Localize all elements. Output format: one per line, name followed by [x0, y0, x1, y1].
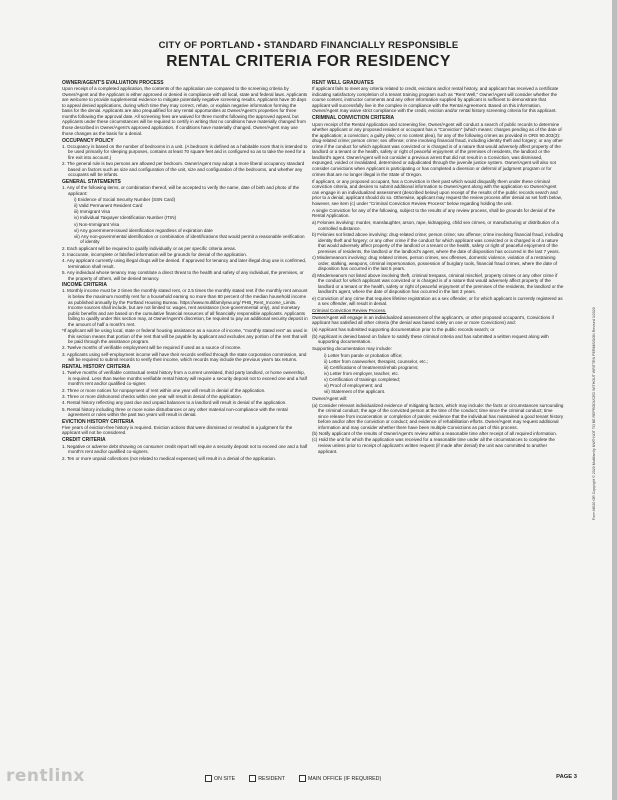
- id-item: iv) Individual Taxpayer Identification Number (ITIN): [74, 215, 177, 221]
- option-resident[interactable]: [249, 775, 285, 782]
- criminal-item: d) Misdemeanors not listed above involving theft, criminal trespass, criminal mischief, property crimes or any other crime if the conduct for which applicant was convicted or is charged is of a nature that would adversely affect property of the landlord or a tenant or the health, safety or right of peaceful enjoyment of the premises of the residents, the landlord or the landlord's agent, where the date of disposition has occurred in the last 3 years.: [312, 272, 564, 295]
- distribution-options: [205, 775, 381, 782]
- page-footer: [0, 773, 617, 785]
- page-title: RENTAL CRITERIA FOR RESIDENCY: [166, 53, 451, 70]
- general-item: 2. Each applicant will be required to qualify individually or as per specific criteria areas.: [62, 245, 237, 251]
- section-title-criminal: CRIMINAL CONVICTION CRITERIA: [312, 115, 395, 122]
- option-on-site[interactable]: [205, 775, 235, 782]
- option-label: ON SITE: [214, 775, 236, 782]
- id-item: vii) Any non-governmental identification or combination of identifications that would permit a reasonable verification of identity: [74, 233, 305, 245]
- id-item: i) Evidence of Social Security Number (SSN Card): [74, 197, 176, 202]
- credit-item: 2. Ten or more unpaid collections (not related to medical expenses) will result in a denial of the application.: [62, 455, 276, 461]
- owner-text: Upon receipt of a completed application, the contents of the application are compared to the screening criteria by Owner/Agent and the Applicant is either approved or denied in compliance with all local, state and federal laws. Applicants are welcome to provide supplemental evidence to mitigate potentially negative screening results. Applicants have 30 days to appeal denied applications, during which time they may correct, refute, or explain negative information forming the basis for the denial. Applicants are also prequalified for any rental opportunities at Owner/Agent's properties for three months following the approval date. All screening fees are waived for three months following the approved appeal, but Applicants under these circumstances will be required to certify in writing that no conditions have materially changed from those described in Owner/Agent's approved application. If conditions have materially changed, Owner/Agent may use those changes as the basis for a denial.: [62, 86, 308, 136]
- general-item: 5. Any individual whose tenancy may constitute a direct threat to the health and safety of any individual, the premises, or the property of others, will be denied tenancy.: [62, 270, 304, 281]
- section-title-owner: OWNER/AGENT'S EVALUATION PROCESS: [62, 80, 164, 86]
- left-column: [62, 79, 308, 769]
- rentlinx-watermark: rentlinx: [6, 766, 85, 786]
- review-item: (a) Applicant has submitted supporting documentation prior to the public records search; or: [312, 327, 495, 333]
- will-item: (a) Consider relevant individualized evidence of mitigating factors, which may include: the facts or circumstances surrounding the criminal conduct; the age of the convicted person at the time of the conduct; time since the criminal conduct; time since release from incarceration or completion of parole; evidence that the individual has maintained a good tenant history before and/or after the conviction or conduct; and evidence of rehabilitation efforts. Owner/Agent may request additional information and may consider whether there have been multiple Convictions as part of this process.: [312, 402, 564, 430]
- criminal-text: A single Conviction for any of the following, subject to the results of any review process, shall be grounds for denial of the Rental Application.: [312, 207, 556, 219]
- page-number: PAGE 3: [556, 774, 577, 780]
- doc-item: vi) Proof of employment; and: [324, 383, 383, 389]
- criminal-item: b) Felonies not listed above involving: drug-related crime; person crime; sex offense; crime involving financial fraud, including identity theft and forgery; or any other crime if the conduct for which applicant was convicted or is charged is of a nature that would adversely affect property of the landlord or a tenant or the health, safety or right of peaceful enjoyment of the premises of residents, the landlord or the landlord's agent, where the date of disposition has occurred in the last 7 years.: [312, 232, 564, 254]
- section-title-occupancy: OCCUPANCY POLICY: [62, 137, 114, 144]
- id-item: v) Non-Immigrant Visa: [74, 221, 120, 227]
- rental-item: 3. Three or more dishonored checks within one year will result in denial of the application.: [62, 393, 242, 399]
- general-item: 3. Inaccurate, incomplete or falsified information will be grounds for denial of the application.: [62, 251, 248, 257]
- page-edge: [612, 0, 617, 800]
- option-main-office[interactable]: [299, 775, 381, 782]
- doc-item: ii) Letter from caseworker, therapist, counselor, etc.;: [324, 358, 429, 364]
- option-label: MAIN OFFICE (IF REQUIRED): [308, 775, 382, 782]
- id-item: ii) Valid Permanent Resident Card: [74, 203, 143, 209]
- will-item: (c) Hold the unit for which the application was received for a reasonable time under all the circumstances to complete the review unless prior to receipt of applicant's written request (if made after denial) the unit was committed to another applicant.: [312, 437, 555, 454]
- id-item: vi) Any government-issued identification regardless of expiration date: [74, 227, 213, 233]
- criminal-text: If applicant, or any proposed occupant, has a Conviction in their past which would disqualify them under these criminal conviction criteria, and desires to submit additional information to Owner/Agent along with the application so Owner/Agent can engage in an individualized assessment (described below) upon receipt of the results of the public records search and prior to a denial, applicant should do so. Otherwise, applicant may request the review process after denial as set forth below, however, see item (c) under "Criminal Conviction Review Process" below regarding holding the unit.: [312, 178, 562, 206]
- credit-item: 1. Negative or adverse debt showing on consumer credit report will require a security deposit not to exceed one and a half month's rent and/or qualified co-signers.: [62, 443, 308, 455]
- section-title-rental: RENTAL HISTORY CRITERIA: [62, 363, 131, 370]
- rental-item: 4. Rental history reflecting any past due and unpaid balances to a landlord will result in denial of the application.: [62, 400, 287, 406]
- general-item: 4. Any applicant currently using illegal drugs will be denied. If approved for tenancy and later illegal drug use is confirmed, termination shall result.: [62, 258, 307, 269]
- income-item: *If applicant will be using local, state or federal housing assistance as a source of income, "monthly stated rent" as used in this section means that portion of the rent that will be payable by applicant and excludes any portion of the rent that will be paid through the assistance program.: [62, 328, 308, 345]
- doc-item: iii) Certifications of treatments/rehab programs;: [324, 364, 419, 370]
- will-item: (b) Notify applicant of the results of Owner/Agent's review within a reasonable time after receipt of all required information.: [312, 431, 558, 437]
- criminal-item: a) Felonies involving: murder, manslaughter, arson, rape, kidnapping, child sex crimes, or manufacturing or distribution of a controlled substance.: [312, 220, 559, 231]
- will-intro: Owner/Agent will:: [312, 395, 348, 401]
- doc-item: i) Letter from parole or probation office;: [324, 352, 403, 358]
- right-column: [312, 79, 564, 769]
- doc-item: vii) Statement of the applicant.: [324, 389, 386, 395]
- section-title-eviction: EVICTION HISTORY CRITERIA: [62, 418, 134, 425]
- review-process-heading: Criminal Conviction Review Process.: [312, 307, 387, 313]
- checkbox-icon[interactable]: [205, 775, 212, 782]
- doc-item: iv) Letter from employer, teacher, etc.: [324, 370, 400, 376]
- section-title-credit: CREDIT CRITERIA: [62, 437, 106, 444]
- criminal-item: c) Misdemeanors involving: drug related crimes, person crimes, sex offenses, domestic violence, violation of a restraining order, stalking, weapons, criminal impersonation, possession of burglary tools, financial fraud crimes, where the date of disposition has occurred in the last 5 years.: [312, 255, 558, 272]
- section-title-income: INCOME CRITERIA: [62, 282, 107, 289]
- section-title-rent-well: RENT WELL GRADUATES: [312, 80, 374, 86]
- rental-item: 2. Three or more notices for nonpayment of rent within one year will result in denial of the application.: [62, 387, 266, 393]
- rent-well-text: If applicant fails to meet any criteria related to credit, evictions and/or rental history, and applicant has received a certificate indicating satisfactory completion of a tenant training program such as "Rent Well," Owner/Agent will consider whether the course content, instructor comments and any other information supplied by applicant is sufficient to demonstrate that applicant will successfully live in the complex in compliance with the Rental Agreement. Based on this information, Owner/Agent may waive strict compliance with the credit, eviction and/or rental history screening criteria for this applicant.: [312, 86, 559, 114]
- id-item: iii) Immigrant Visa: [74, 209, 111, 215]
- occupancy-item: 1. Occupancy is based on the number of bedrooms in a unit. (A bedroom is defined as a habitable room that is intended to be used primarily for sleeping purposes, contains at least 70 square feet and is configured so as to take the need for a fire exit into account.): [62, 143, 308, 160]
- copyright-side-text: Form M020 OR Copyright © 2020 Multifamily NW® NOT TO BE REPRODUCED WITHOUT WRITTEN PERMISSION Revised 3/2020: [592, 307, 596, 520]
- criminal-item: e) Conviction of any crime that requires lifetime registration as a sex offender, or for which applicant is currently registered as a sex offender, will result in denial.: [312, 295, 563, 307]
- eviction-text: Five years of eviction-free history is required. Eviction actions that were dismissed or resulted in a judgment for the applicant will not be considered.: [62, 424, 293, 436]
- general-intro: 1. Any of the following items, or combination thereof, will be accepted to verify the name, date of birth and photo of the applicant:: [62, 185, 300, 196]
- income-item: 2. Twelve months of verifiable employment will be required if used as a source of income.: [62, 345, 242, 351]
- rental-item: 5. Rental history including three or more noise disturbances or any other material non-compliance with the rental agreement or rules within the past two years will result in denial.: [62, 406, 288, 418]
- header-subtitle: CITY OF PORTLAND • STANDARD FINANCIALLY RESPONSIBLE: [158, 40, 459, 51]
- rental-item: 1. Twelve months of verifiable contractual rental history from a current unrelated, third party landlord, or home ownership, is required. Less than twelve months verifiable rental history will require a security deposit not to exceed one and a half month's rent and/or qualified co-signer.: [62, 370, 307, 387]
- checkbox-icon[interactable]: [299, 775, 306, 782]
- criminal-text: Upon receipt of the Rental Application and screening fee, Owner/Agent will conduct a search of public records to determine whether applicant or any proposed resident or occupant has a "Conviction" (which means: charges pending as of the date of the application; a conviction; a guilty plea; or no contest plea), for any of the following crimes as provided in ORS 90.303(3): drug-related crime; person crime; sex offense; crime involving financial fraud, including identity theft and forgery; or any other crime if the conduct for which applicant was convicted or is charged is of a nature that would adversely affect property of the landlord or a tenant or the health, safety or right of peaceful enjoyment of the premises of residents, the landlord or the landlord's agent. Owner/Agent will not consider a previous arrest that did not result in a Conviction, was dismissed, expunged, voided or invalidated, determined or adjudicated through the juvenile justice system. Owner/Agent will also not consider convictions when Applicant is participating or has completed a diversion or deferral of judgment program or for crimes that are no longer illegal in the State of Oregon.: [312, 121, 563, 177]
- section-title-general: GENERAL STATEMENTS: [62, 178, 121, 185]
- income-item: 3. Applicants using self-employment income will have their records verified through the state corporation commission, and will be required to submit records to verify their income, which records may include the previous year's tax returns.: [62, 351, 307, 363]
- docs-intro: Supporting documentation may include:: [312, 345, 392, 351]
- income-item: 1. Monthly income must be 2 times the monthly stated rent, or 2.5 times the monthly stated rent if the monthly rent amount is below the maximum monthly rent for a household earning no more than 80 percent of the median household income as published annually by the Portland Housing Bureau. https://www.multifamilynw.org/ PHB_Rent_Income_Limits. Income sources shall include, but are not limited to: wages, rent assistance (non-governmental only), and monetary public benefits and are based on the cumulative financial resources of all financially responsible applicants. Applicants failing to qualify under this section may, at Owner/Agent's discretion, be required to pay an additional security deposit in the amount of half a month's rent.: [62, 288, 308, 327]
- occupancy-item: 2. The general rule is two persons are allowed per bedroom. Owner/Agent may adopt a more liberal occupancy standard based on factors such as size and configuration of the unit, size and configuration of the bedrooms, and whether any occupants will be infants.: [62, 161, 305, 178]
- option-label: RESIDENT: [258, 775, 285, 782]
- review-item: (b) Applicant is denied based on failure to satisfy these criminal criteria and has submitted a written request along with supporting documentation.: [312, 333, 549, 345]
- checkbox-icon[interactable]: [249, 775, 256, 782]
- doc-item: v) Certification of trainings completed;: [324, 377, 401, 383]
- review-text: Owner/Agent will engage in an individualized assessment of the applicant's, or other proposed occupant's, Convictions if applicant has satisfied all other criteria (the denial was based solely on one or more Convictions) and:: [312, 314, 554, 326]
